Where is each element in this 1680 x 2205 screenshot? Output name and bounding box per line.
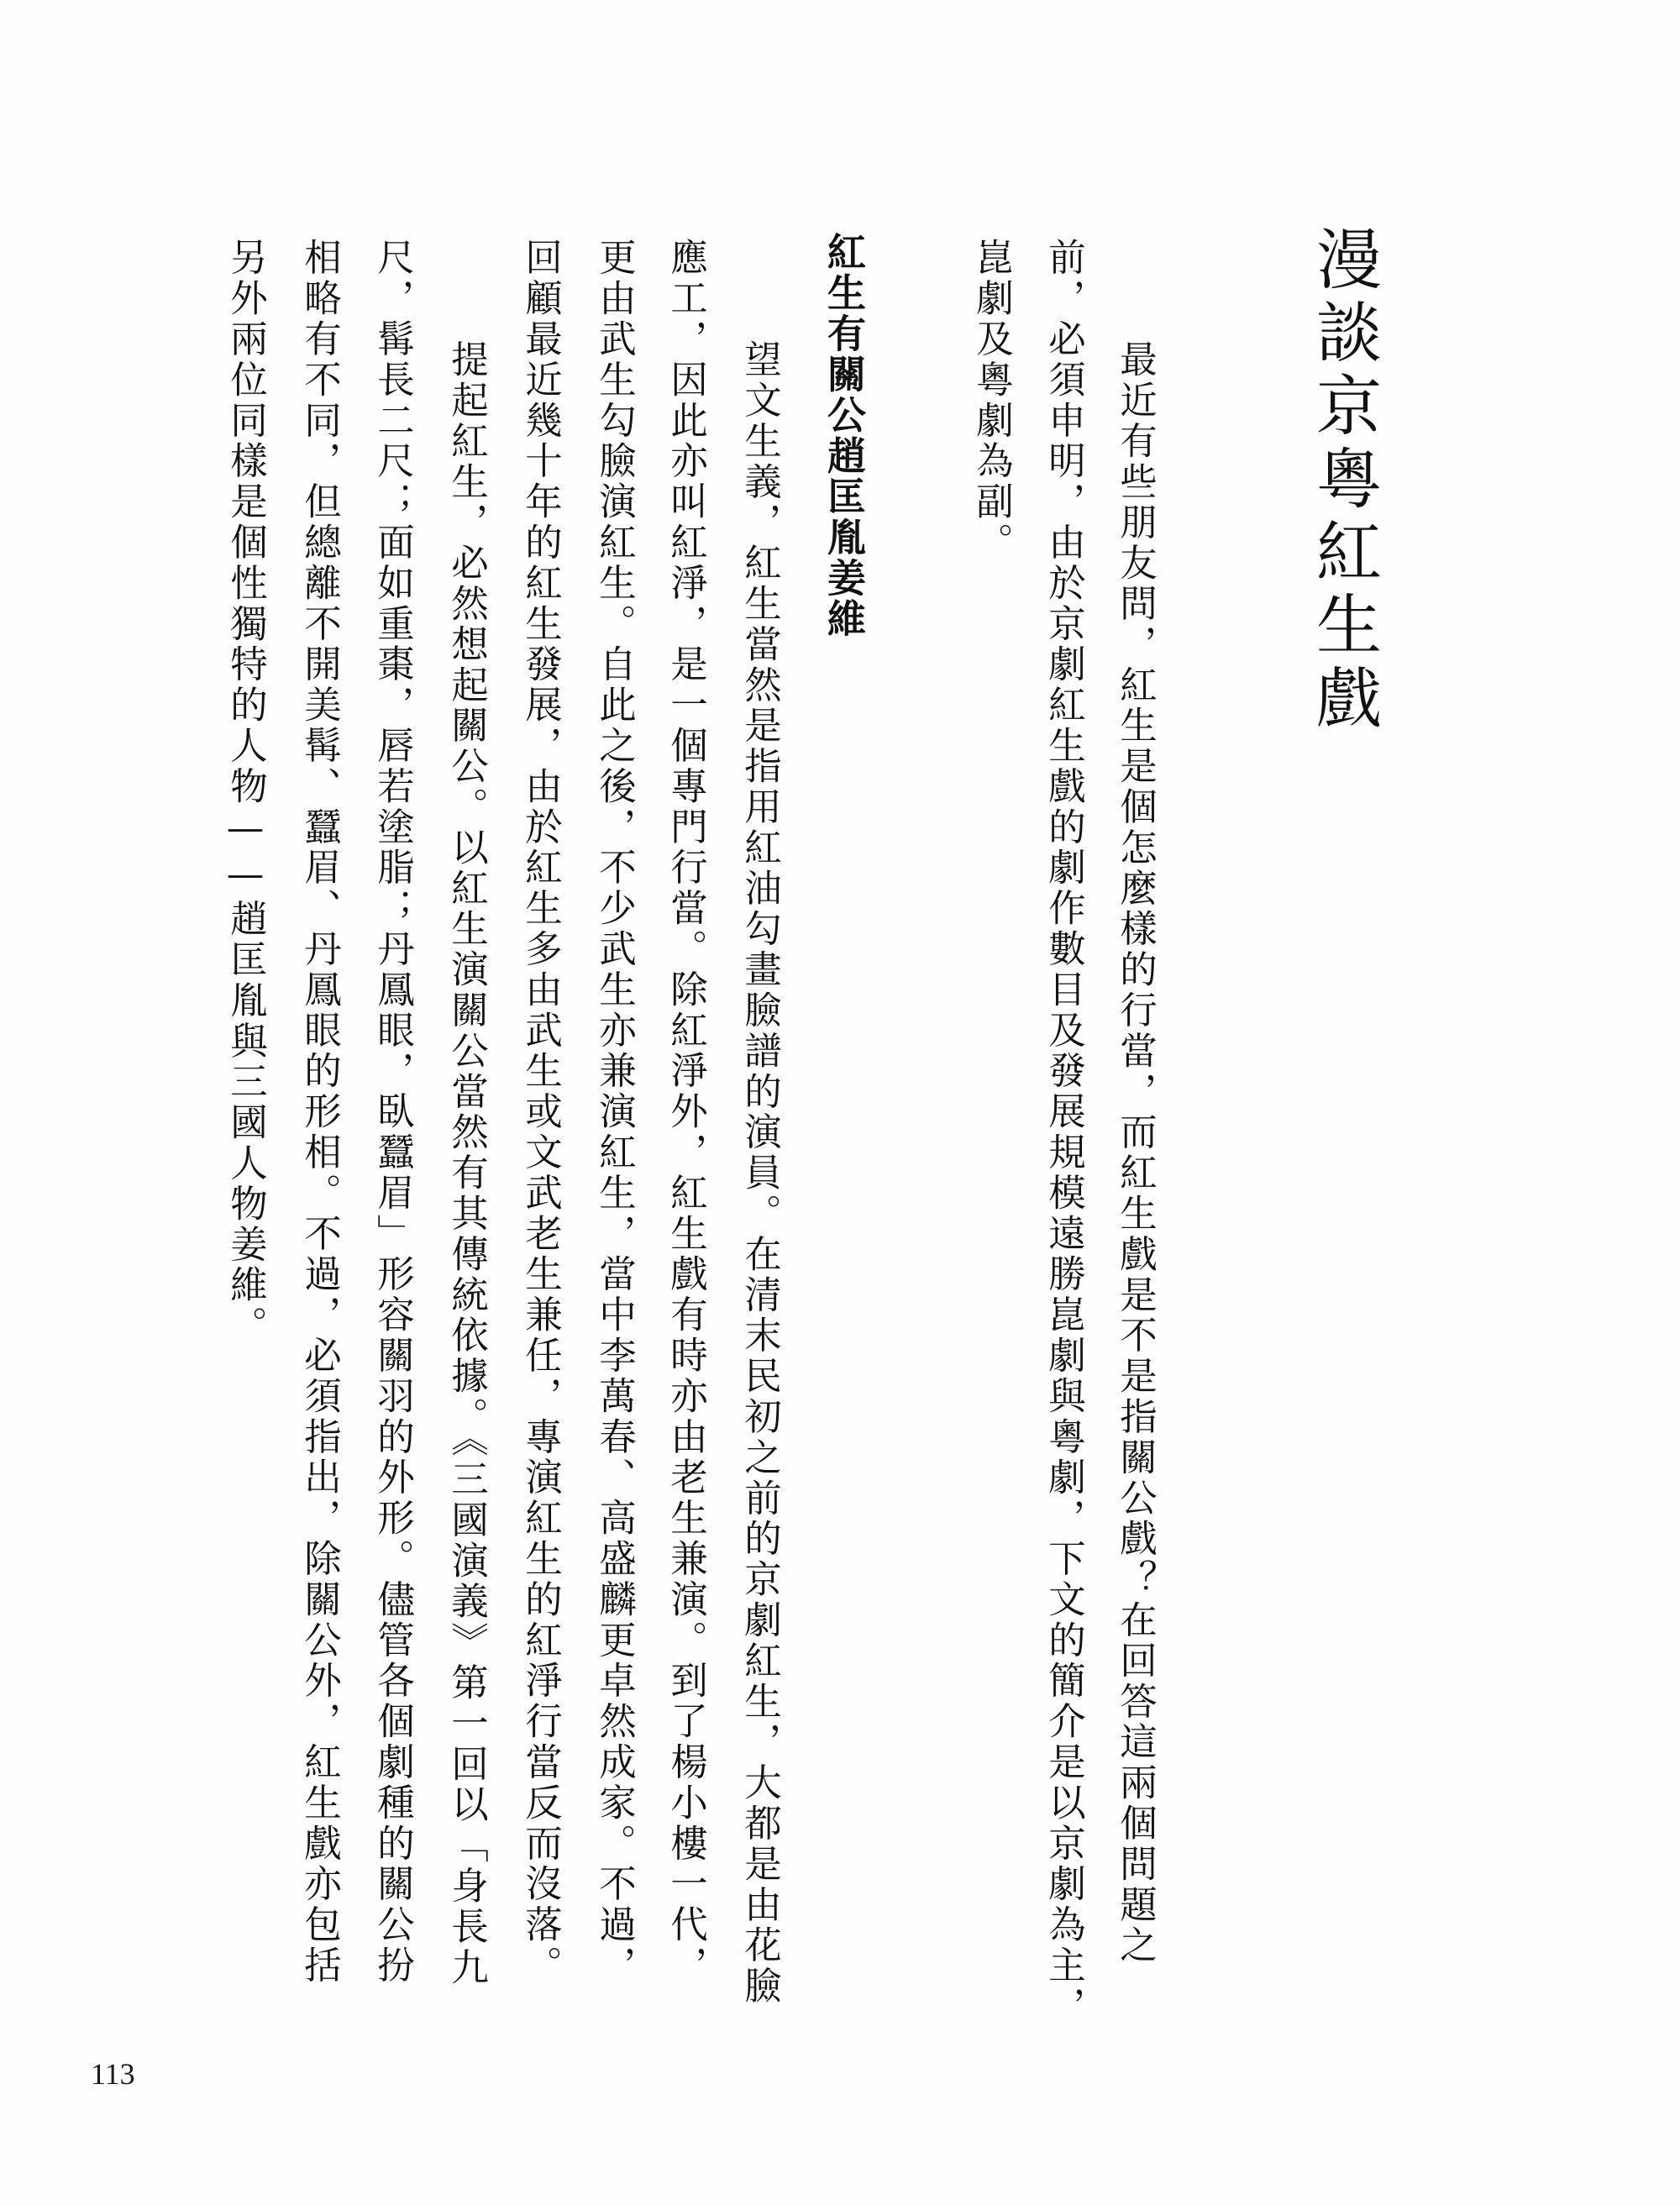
article-title: 漫談京粵紅生戲	[1305, 225, 1381, 737]
section-column-8: 另外兩位同樣是個性獨特的人物——趙匡胤與三國人物姜維。	[223, 238, 267, 1347]
intro-column-2: 前，必須申明，由於京劇紅生戲的劇作數目及發展規模遠勝崑劇與粵劇，下文的簡介是以京劇為主，	[1042, 238, 1085, 2027]
section-column-7: 相略有不同，但總離不開美髯、蠶眉、丹鳳眼的形相。不過，必須指出，除關公外，紅生戲亦包括	[297, 238, 341, 1987]
section-column-4: 回顧最近幾十年的紅生發展，由於紅生多由武生或文武老生兼任，專演紅生的紅淨行當反而沒落。	[518, 238, 562, 1987]
section-column-5: 提起紅生，必然想起關公。以紅生演關公當然有其傳統依據。《三國演義》第一回以「身長九	[444, 299, 488, 1988]
section-column-1: 望文生義，紅生當然是指用紅油勾畫臉譜的演員。在清末民初之前的京劇紅生，大都是由花臉	[738, 299, 781, 2007]
section-column-6: 尺，髯長二尺；面如重棗，唇若塗脂；丹鳳眼，臥蠶眉」形容關羽的外形。儘管各個劇種的關公扮	[370, 238, 414, 1987]
section-heading: 紅生有關公趙匡胤姜維	[822, 232, 867, 639]
intro-column-1: 最近有些朋友問，紅生是個怎麼樣的行當，而紅生戲是不是指關公戲？在回答這兩個問題之	[1113, 299, 1157, 1966]
intro-column-3: 崑劇及粵劇為副。	[969, 238, 1013, 564]
section-column-3: 更由武生勾臉演紅生。自此之後，不少武生亦兼演紅生，當中李萬春、高盛麟更卓然成家。不過，	[592, 238, 636, 1987]
page-number: 113	[91, 2057, 135, 2091]
section-column-2: 應工，因此亦叫紅淨，是一個專門行當。除紅淨外，紅生戲有時亦由老生兼演。到了楊小樓一代，	[664, 238, 707, 1987]
